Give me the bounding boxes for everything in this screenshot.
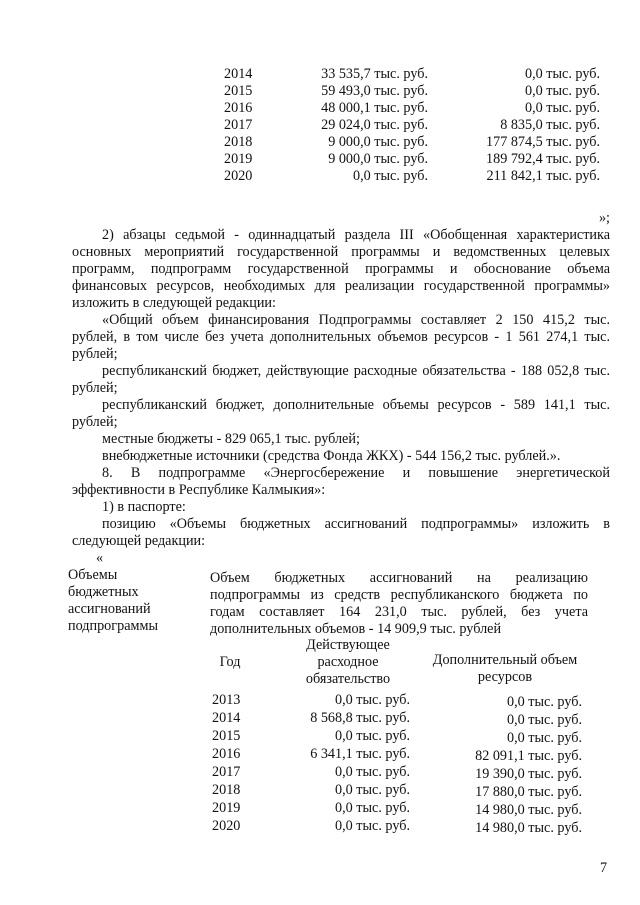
amount-cell: 9 000,0 тыс. руб.: [328, 134, 428, 150]
paragraph-local-budgets: местные бюджеты - 829 065,1 тыс. рублей;: [102, 431, 360, 447]
year-cell: 2014: [212, 710, 241, 726]
closing-quote: »;: [598, 210, 610, 226]
paragraph-in-passport: 1) в паспорте:: [102, 499, 186, 515]
amount-cell: 0,0 тыс. руб.: [507, 694, 582, 710]
year-cell: 2017: [224, 117, 253, 133]
paragraph-section-III: 2) абзацы седьмой - одиннадцатый раздела III «Обобщенная характеристика основных мероприятий государственной программы и ведомственных целевых программ, подпрограмм государственной программы и обоснование объема финансовых ресурсов, необходимых для реализации государственной программы» изложить в следующей редакции:: [72, 227, 610, 311]
header-current-line: Действующее: [306, 637, 390, 653]
passport-description: Объем бюджетных ассигнований на реализацию подпрограммы из средств республиканского бюджета по годам составляет 164 231,0 тыс. рублей, без учета дополнительных объемов - 14 909,9 тыс. рублей: [210, 570, 588, 637]
amount-cell: 0,0 тыс. руб.: [335, 800, 410, 816]
paragraph-position: позицию «Объемы бюджетных ассигнований подпрограммы» изложить в следующей редакции:: [72, 516, 610, 549]
header-additional-line: Дополнительный объем: [432, 652, 578, 668]
amount-cell: 0,0 тыс. руб.: [335, 818, 410, 834]
amount-cell: 0,0 тыс. руб.: [525, 83, 600, 99]
amount-cell: 17 880,0 тыс. руб.: [475, 784, 582, 800]
amount-cell: 0,0 тыс. руб.: [335, 764, 410, 780]
paragraph-total-funding: «Общий объем финансирования Подпрограммы составляет 2 150 415,2 тыс. рублей, в том числе без учета дополнительных объемов ресурсов - 1 561 274,1 тыс. рублей;: [72, 312, 610, 362]
paragraph-extra-budget: внебюджетные источники (средства Фонда ЖКХ) - 544 156,2 тыс. рублей.».: [102, 448, 561, 464]
amount-cell: 0,0 тыс. руб.: [507, 730, 582, 746]
amount-cell: 8 835,0 тыс. руб.: [500, 117, 600, 133]
year-cell: 2013: [212, 692, 241, 708]
year-cell: 2016: [212, 746, 241, 762]
page-number: 7: [600, 860, 608, 876]
paragraph-republic-current: республиканский бюджет, действующие расходные обязательства - 188 052,8 тыс. рублей;: [72, 363, 610, 396]
year-cell: 2018: [224, 134, 253, 150]
year-cell: 2014: [224, 66, 253, 82]
amount-cell: 211 842,1 тыс. руб.: [486, 168, 600, 184]
year-cell: 2015: [212, 728, 241, 744]
passport-label-line: Объемы: [68, 567, 118, 583]
passport-label-line: ассигнований: [68, 601, 151, 617]
amount-cell: 14 980,0 тыс. руб.: [475, 802, 582, 818]
amount-cell: 0,0 тыс. руб.: [335, 728, 410, 744]
year-cell: 2019: [224, 151, 253, 167]
year-cell: 2020: [224, 168, 253, 184]
amount-cell: 0,0 тыс. руб.: [353, 168, 428, 184]
header-current-line: обязательство: [305, 671, 391, 687]
amount-cell: 59 493,0 тыс. руб.: [321, 83, 428, 99]
amount-cell: 189 792,4 тыс. руб.: [486, 151, 600, 167]
amount-cell: 29 024,0 тыс. руб.: [321, 117, 428, 133]
amount-cell: 0,0 тыс. руб.: [525, 100, 600, 116]
amount-cell: 6 341,1 тыс. руб.: [310, 746, 410, 762]
paragraph-republic-additional: республиканский бюджет, дополнительные объемы ресурсов - 589 141,1 тыс. рублей;: [72, 397, 610, 430]
amount-cell: 8 568,8 тыс. руб.: [310, 710, 410, 726]
amount-cell: 177 874,5 тыс. руб.: [486, 134, 600, 150]
amount-cell: 48 000,1 тыс. руб.: [321, 100, 428, 116]
opening-quote: «: [96, 550, 104, 566]
amount-cell: 0,0 тыс. руб.: [507, 712, 582, 728]
year-cell: 2020: [212, 818, 241, 834]
amount-cell: 14 980,0 тыс. руб.: [475, 820, 582, 836]
year-cell: 2017: [212, 764, 241, 780]
amount-cell: 9 000,0 тыс. руб.: [328, 151, 428, 167]
header-additional-line: ресурсов: [477, 669, 533, 685]
header-year: Год: [219, 654, 241, 670]
amount-cell: 33 535,7 тыс. руб.: [321, 66, 428, 82]
year-cell: 2019: [212, 800, 241, 816]
amount-cell: 0,0 тыс. руб.: [335, 782, 410, 798]
paragraph-subprogram-8: 8. В подпрограмме «Энергосбережение и повышение энергетической эффективности в Республике Калмыкия»:: [72, 465, 610, 498]
amount-cell: 0,0 тыс. руб.: [335, 692, 410, 708]
header-current-line: расходное: [317, 654, 379, 670]
year-cell: 2018: [212, 782, 241, 798]
amount-cell: 82 091,1 тыс. руб.: [475, 748, 582, 764]
amount-cell: 19 390,0 тыс. руб.: [475, 766, 582, 782]
amount-cell: 0,0 тыс. руб.: [525, 66, 600, 82]
passport-label-line: бюджетных: [68, 584, 139, 600]
year-cell: 2016: [224, 100, 253, 116]
passport-label-line: подпрограммы: [68, 618, 158, 634]
year-cell: 2015: [224, 83, 253, 99]
